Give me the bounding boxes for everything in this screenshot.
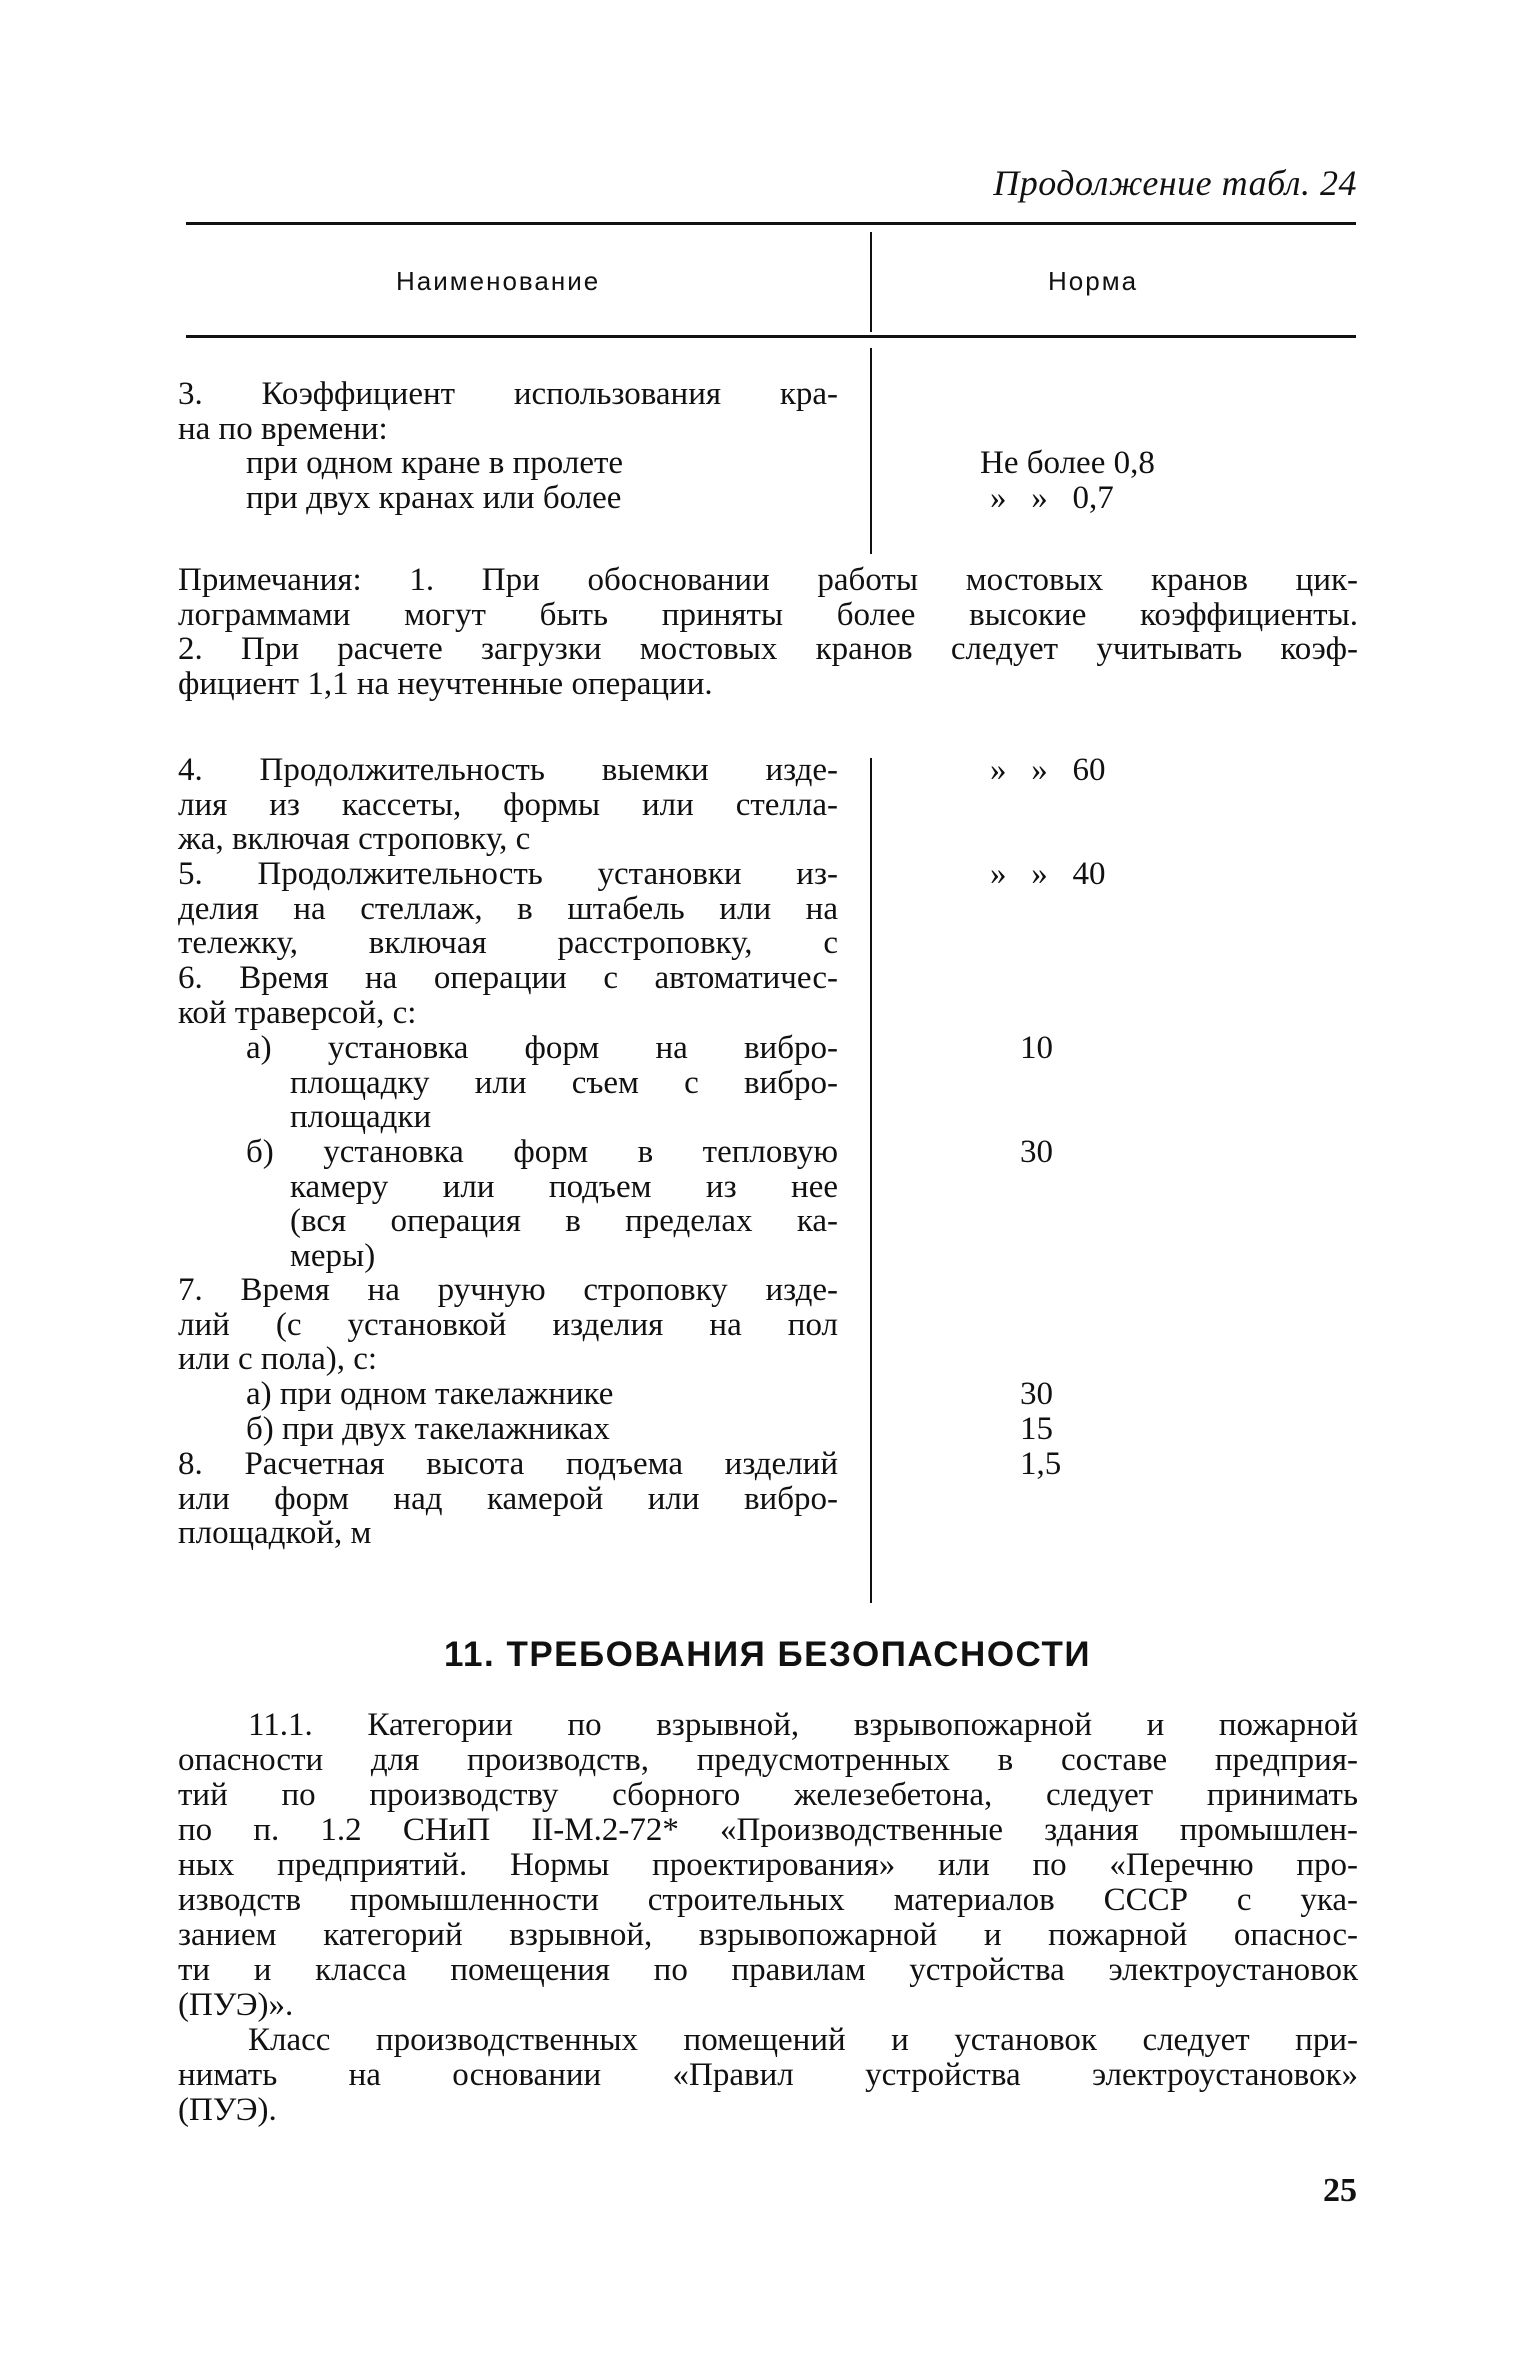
row-norm: 30 <box>1020 1376 1053 1412</box>
note-line: лограммами могут быть приняты более высокие коэффициенты. <box>178 596 1358 633</box>
row-norm: » » 0,7 <box>990 480 1114 516</box>
paragraph-line: ти и класса помещения по правилам устройства электроустановок <box>178 1952 1358 1988</box>
row-text: 4. Продолжительность выемки изде- <box>178 752 838 788</box>
paragraph-line: по п. 1.2 СНиП II-М.2-72* «Производственные здания промышлен- <box>178 1812 1358 1848</box>
paragraph-line: занием категорий взрывной, взрывопожарной и пожарной опаснос- <box>178 1917 1358 1953</box>
table-row <box>178 1447 838 1551</box>
row-text: тележку, включая расстроповку, с <box>178 925 838 961</box>
paragraph-line: ных предприятий. Нормы проектирования» или по «Перечню про- <box>178 1847 1358 1883</box>
row-text: при одном кране в пролете <box>246 445 624 481</box>
row-text: 5. Продолжительность установки из- <box>178 856 838 892</box>
note-line: фициент 1,1 на неучтенные операции. <box>178 665 713 702</box>
table-row <box>178 481 838 516</box>
table-row <box>178 753 838 857</box>
row-text: площадку или съем с вибро- <box>290 1064 838 1101</box>
table-notes <box>178 563 1358 701</box>
row-text: или форм над камерой или вибро- <box>178 1480 838 1517</box>
row-text: или с пола), с: <box>178 1341 378 1377</box>
table-row <box>178 1412 838 1447</box>
row-text: жа, включая строповку, с <box>178 821 531 857</box>
row-norm: 1,5 <box>1020 1446 1062 1482</box>
header-bottom-rule <box>186 335 1356 338</box>
page-number: 25 <box>1323 2172 1357 2209</box>
row-text: на по времени: <box>178 410 388 447</box>
row-text: камеру или подъем из нее <box>290 1168 838 1205</box>
table-caption: Продолжение табл. 24 <box>993 163 1357 203</box>
paragraph <box>178 2023 1358 2128</box>
row-text: при двух кранах или более <box>246 480 622 516</box>
row-text: б) установка форм в тепловую <box>246 1134 838 1170</box>
table-row <box>178 961 838 1030</box>
table-column-divider <box>870 348 872 554</box>
table-row <box>178 377 838 446</box>
row-text: 8. Расчетная высота подъема изделий <box>178 1446 838 1482</box>
paragraph-line: (ПУЭ)». <box>178 1987 294 2023</box>
table-column-divider <box>870 758 872 1603</box>
section-title: 11. ТРЕБОВАНИЯ БЕЗОПАСНОСТИ <box>444 1635 1091 1674</box>
row-norm: Не более 0,8 <box>980 445 1155 481</box>
row-text: б) при двух такелажниках <box>246 1411 610 1447</box>
header-name: Наименование <box>396 266 601 296</box>
paragraph-line: опасности для производств, предусмотренных в составе предприя- <box>178 1742 1358 1778</box>
table-row <box>178 446 838 481</box>
paragraph-line: изводств промышленности строительных материалов СССР с ука- <box>178 1882 1358 1918</box>
table-column-divider <box>870 232 872 332</box>
row-text: а) при одном такелажнике <box>246 1376 614 1412</box>
paragraph <box>178 1708 1358 2023</box>
table-row <box>178 857 838 961</box>
row-text: 7. Время на ручную строповку изде- <box>178 1272 838 1308</box>
row-text: 6. Время на операции с автоматичес- <box>178 960 838 996</box>
table-row <box>178 1377 838 1412</box>
note-line: 2. При расчете загрузки мостовых кранов следует учитывать коэф- <box>178 631 1358 667</box>
row-text: меры) <box>290 1237 376 1274</box>
row-text: площадкой, м <box>178 1515 372 1551</box>
row-norm: 15 <box>1020 1411 1053 1447</box>
paragraph-line: (ПУЭ). <box>178 2092 277 2128</box>
row-norm: » » 40 <box>990 856 1106 892</box>
row-text: а) установка форм на вибро- <box>246 1030 838 1066</box>
table-row <box>178 1135 838 1273</box>
paragraph-line: Класс производственных помещений и установок следует при- <box>248 2022 1358 2058</box>
row-text: делия на стеллаж, в штабель или на <box>178 890 838 927</box>
paragraph-line: тий по производству сборного железебетона, следует принимать <box>178 1777 1358 1813</box>
table-top-rule <box>186 222 1356 225</box>
paragraph-line: нимать на основании «Правил устройства электроустановок» <box>178 2057 1358 2093</box>
row-norm: 10 <box>1020 1030 1053 1066</box>
row-norm: 30 <box>1020 1134 1053 1170</box>
row-text: кой траверсой, с: <box>178 994 417 1031</box>
row-text: лий (с установкой изделия на пол <box>178 1306 838 1343</box>
header-norm: Норма <box>1048 266 1139 296</box>
row-text: (вся операция в пределах ка- <box>290 1203 838 1239</box>
paragraph-line: 11.1. Категории по взрывной, взрывопожарной и пожарной <box>248 1707 1358 1743</box>
note-line: Примечания: 1. При обосновании работы мостовых кранов цик- <box>178 562 1358 598</box>
row-text: площадки <box>290 1099 432 1135</box>
table-row <box>178 1031 838 1135</box>
table-row <box>178 1273 838 1377</box>
row-text: 3. Коэффициент использования кра- <box>178 376 838 412</box>
row-text: лия из кассеты, формы или стелла- <box>178 786 838 823</box>
row-norm: » » 60 <box>990 752 1106 788</box>
